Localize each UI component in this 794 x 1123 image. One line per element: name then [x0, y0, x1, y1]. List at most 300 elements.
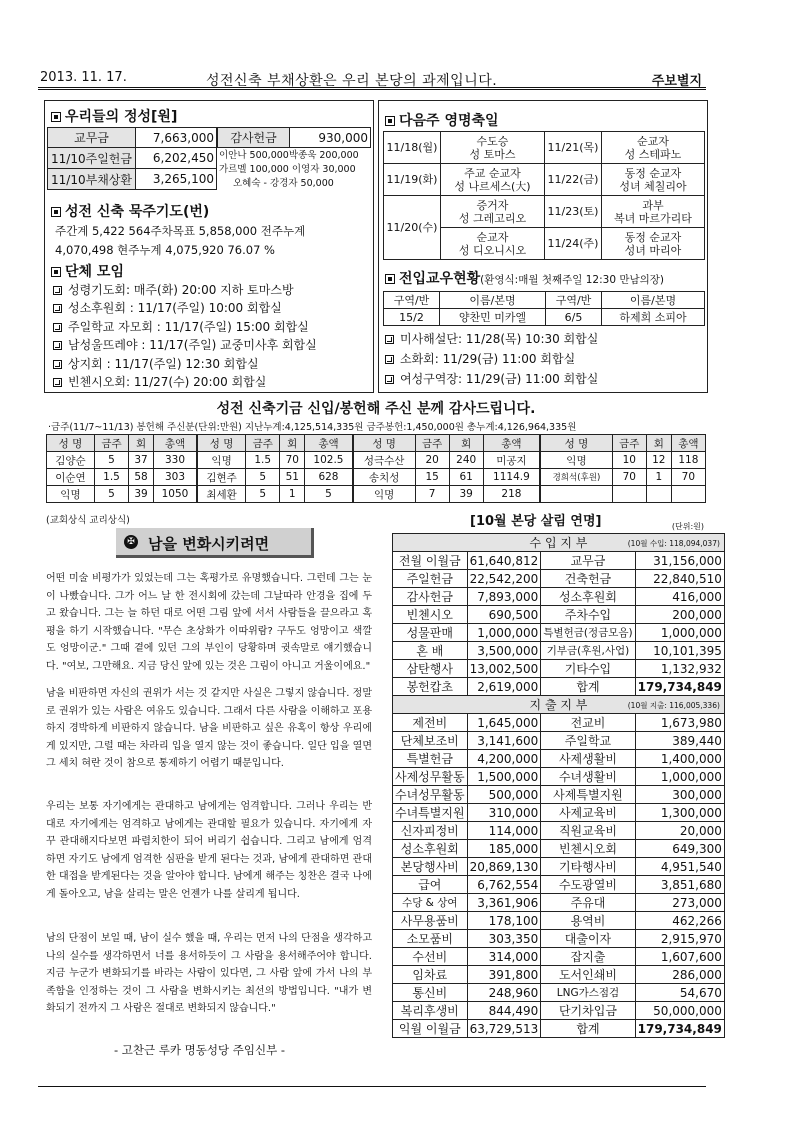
group-item [53, 299, 317, 317]
feast-table [383, 131, 705, 260]
donation-cell: 330 [153, 452, 197, 469]
donation-cell: 성극수산 [353, 452, 415, 469]
finance-label: 주일학교 [541, 732, 635, 750]
finance-amount: 22,840,510 [635, 570, 724, 588]
bullet-icon [53, 323, 62, 332]
finance-label: 삼탄행사 [393, 660, 468, 678]
finance-label: 감사헌금 [393, 588, 468, 606]
finance-amount: 1,645,000 [467, 714, 541, 732]
finance-amount: 300,000 [635, 786, 724, 804]
cross-icon: ✠ [124, 535, 138, 549]
donation-cell: 익명 [197, 452, 246, 469]
saint-name: 성 스테파노 [624, 147, 682, 161]
bullet-icon [53, 360, 62, 369]
finance-label: 수선비 [393, 948, 468, 966]
donation-col-header: 성 명 [47, 435, 95, 452]
donation-cell: 70 [612, 469, 646, 486]
donation-cell: 익명 [47, 486, 95, 503]
donation-cell: 5 [94, 486, 128, 503]
saint-name: 복녀 마르가리타 [614, 211, 692, 225]
feast-saint [441, 132, 545, 164]
donation-col-header: 성 명 [197, 435, 246, 452]
finance-amount: 1,000,000 [635, 624, 724, 642]
donation-section [44, 395, 708, 507]
finance-amount: 310,000 [467, 804, 541, 822]
donation-cell: 1 [646, 469, 671, 486]
finance-label: 기타수입 [541, 660, 635, 678]
meetings-list [385, 329, 598, 389]
finance-label: 단체보조비 [393, 732, 468, 750]
thanks-table [217, 127, 371, 148]
expense-header-row [393, 696, 725, 714]
donation-cell: 118 [671, 452, 705, 469]
checkbox-icon [385, 274, 395, 284]
left-top-panel [44, 100, 374, 393]
finance-amount: 303,350 [467, 930, 541, 948]
feast-title-text: 다음주 영명축일 [399, 113, 499, 129]
donation-col-header: 성 명 [353, 435, 415, 452]
expense-row [393, 930, 725, 948]
donation-cell: 최세환 [197, 486, 246, 503]
finance-label: 수녀특별지원 [393, 804, 468, 822]
donation-cell: 39 [449, 486, 483, 503]
finance-label: 전월 이월금 [393, 552, 468, 570]
transfer-header: 구역/반 [546, 292, 602, 309]
income-row [393, 660, 725, 678]
donation-cell [540, 486, 612, 503]
feast-saint [602, 132, 705, 164]
income-row [393, 570, 725, 588]
finance-label: 도서인쇄비 [541, 966, 635, 984]
finance-amount: 185,000 [467, 840, 541, 858]
donation-cell [646, 486, 671, 503]
feast-saint [602, 196, 705, 228]
donation-cell: 51 [280, 469, 305, 486]
thanks-value: 930,000 [290, 128, 371, 148]
group-text: 빈첸시오회: 11/27(수) 20:00 회합실 [68, 375, 267, 390]
finance-amount: 1,607,600 [635, 948, 724, 966]
donation-cell: 102.5 [305, 452, 353, 469]
essay-paragraph: 남을 비판하면 자신의 권위가 서는 것 같지만 사실은 그렇지 않습니다. 정말로 권위가 있는 사람은 여유도 있습니다. 그래서 다른 사람을 이해하고 포용하지 경박하게 비판하지 않습니다. 남을 비판하고 싶은 유혹이 항상 우리에게 있지만, 그럴 때는 차라리 입을 열지 않는 것이 좋습니다. 일단 입을 열면 그 세치 혀란 것이 참으로 통제하기 어렵기 때문입니다. [46, 688, 372, 769]
finance-label: 주일헌금 [393, 570, 468, 588]
donation-col-header: 총액 [153, 435, 197, 452]
finance-amount: 50,000,000 [635, 1002, 724, 1020]
finance-label: 합계 [541, 678, 635, 696]
group-item [53, 373, 317, 391]
expense-row [393, 804, 725, 822]
finance-amount: 178,100 [467, 912, 541, 930]
expense-total-row [393, 1020, 725, 1038]
finance-label: LNG가스점검 [541, 984, 635, 1002]
income-row [393, 624, 725, 642]
meeting-item [385, 329, 598, 349]
finance-amount: 7,893,000 [467, 588, 541, 606]
meeting-item [385, 369, 598, 389]
finance-title: [10월 본당 살림 연명] [470, 514, 602, 529]
finance-section [378, 510, 722, 1070]
expense-row [393, 966, 725, 984]
donation-title: 성전 신축기금 신입/봉헌해 주신 분께 감사드립니다. [216, 401, 536, 417]
saint-role: 주교 순교자 [464, 166, 521, 180]
feast-date: 11/18(월) [384, 132, 441, 164]
donation-cell: 1050 [153, 486, 197, 503]
feast-title [385, 110, 499, 130]
offering-value: 6,202,450 [136, 148, 217, 169]
finance-label: 단기차입금 [541, 1002, 635, 1020]
finance-label: 사무용품비 [393, 912, 468, 930]
donation-cell: 58 [129, 469, 154, 486]
donation-cell [671, 486, 705, 503]
donation-cell: 김현주 [197, 469, 246, 486]
finance-amount: 22,542,200 [467, 570, 541, 588]
transfer-table [383, 291, 705, 326]
feast-date: 11/20(수) [384, 196, 441, 260]
issue-date: 2013. 11. 17. [40, 70, 127, 85]
saint-name: 성 나르세스(大) [454, 179, 531, 193]
income-header [393, 534, 725, 552]
donation-cell: 1.5 [94, 469, 128, 486]
finance-label: 전교비 [541, 714, 635, 732]
donation-col-header: 회 [280, 435, 305, 452]
essay-title: 남을 변화시키려면 [148, 535, 270, 553]
groups-list [53, 281, 317, 391]
finance-amount: 4,200,000 [467, 750, 541, 768]
transfer-title: 전입교우현황 [399, 271, 481, 287]
donation-cell: 37 [129, 452, 154, 469]
group-item [53, 318, 317, 336]
donation-cell: 익명 [353, 486, 415, 503]
finance-label: 잡지출 [541, 948, 635, 966]
finance-label: 사제성무활동 [393, 768, 468, 786]
income-row [393, 642, 725, 660]
essay-paragraph: 우리는 보통 자기에게는 관대하고 남에게는 엄격합니다. 그러나 우리는 반대로 자기에게는 엄격하고 남에게는 관대할 필요가 있습니다. 자기에게 자꾸 관대해지다보면 파렴치한이 되어 버리기 쉽습니다. 그리고 남에게 엄격하면 자기도 남에게 엄격한 심판을 받게 된다는 것과, 남에게 관대하면 관대한 대접을 받게된다는 것을 알아야 합니다. 남에게 해주는 칭찬은 결국 나에게 돌아오고, 남을 살리는 말은 언젠가 나를 살리게 됩니다. [46, 801, 372, 900]
finance-label: 주차수입 [541, 606, 635, 624]
rosary-title [51, 201, 209, 221]
checkbox-icon [51, 207, 61, 217]
finance-label: 합계 [541, 1020, 635, 1038]
saint-role: 과부 [642, 198, 664, 212]
finance-label: 성물판매 [393, 624, 468, 642]
donation-cell: 1 [280, 486, 305, 503]
finance-label: 주유대 [541, 894, 635, 912]
finance-amount: 248,960 [467, 984, 541, 1002]
donation-row [47, 469, 706, 486]
donor-list [219, 149, 359, 191]
finance-label: 직원교육비 [541, 822, 635, 840]
donation-cell: 5 [305, 486, 353, 503]
finance-amount: 3,141,600 [467, 732, 541, 750]
bullet-icon [53, 341, 62, 350]
donation-cell: 218 [483, 486, 540, 503]
donation-cell: 익명 [540, 452, 612, 469]
donor-line: 오혜숙 - 강경자 50,000 [233, 178, 334, 189]
donation-col-header: 금주 [415, 435, 449, 452]
finance-amount: 1,000,000 [467, 624, 541, 642]
finance-amount: 314,000 [467, 948, 541, 966]
expense-row [393, 732, 725, 750]
expense-title: 지 출 지 부 [529, 698, 588, 712]
finance-amount: 500,000 [467, 786, 541, 804]
saint-role: 순교자 [476, 230, 509, 244]
transfer-cell: 15/2 [384, 309, 440, 326]
groups-title [51, 261, 124, 281]
finance-amount: 1,132,932 [635, 660, 724, 678]
transfer-cell: 6/5 [546, 309, 602, 326]
finance-label: 제전비 [393, 714, 468, 732]
finance-amount: 1,400,000 [635, 750, 724, 768]
finance-amount: 2,619,000 [467, 678, 541, 696]
finance-amount: 649,300 [635, 840, 724, 858]
expense-row [393, 984, 725, 1002]
donation-cell: 303 [153, 469, 197, 486]
finance-label: 대출이자 [541, 930, 635, 948]
finance-amount: 1,000,000 [635, 768, 724, 786]
saint-name: 성 디오니시오 [458, 243, 527, 257]
income-note: (10월 수입: 118,094,037) [627, 539, 720, 548]
expense-row [393, 876, 725, 894]
groups-title-text: 단체 모임 [65, 264, 124, 280]
donation-cell: 5 [246, 486, 280, 503]
donation-cell: 7 [415, 486, 449, 503]
bullet-icon [53, 286, 62, 295]
expense-row [393, 948, 725, 966]
feast-date: 11/21(목) [545, 132, 602, 164]
rosary-line: 주간계 5,422 564주차목표 5,858,000 전주누계 [55, 224, 306, 238]
offering-label: 11/10부채상환 [48, 169, 136, 190]
finance-amount: 3,500,000 [467, 642, 541, 660]
finance-amount: 389,440 [635, 732, 724, 750]
offering-value: 3,265,100 [136, 169, 217, 190]
feast-date: 11/19(화) [384, 164, 441, 196]
finance-amount: 391,800 [467, 966, 541, 984]
meeting-item [385, 349, 598, 369]
page-header [38, 66, 706, 90]
donation-col-header: 총액 [483, 435, 540, 452]
meeting-text: 소화회: 11/29(금) 11:00 회합실 [400, 352, 576, 366]
group-item [53, 336, 317, 354]
meeting-text: 여성구역장: 11/29(금) 11:00 회합실 [400, 372, 599, 386]
transfer-cell: 하제희 소피아 [602, 309, 705, 326]
expense-row [393, 822, 725, 840]
donation-col-header: 금주 [246, 435, 280, 452]
bullet-icon [385, 375, 394, 384]
donation-cell: 39 [129, 486, 154, 503]
donation-cell: 5 [94, 452, 128, 469]
finance-amount: 20,000 [635, 822, 724, 840]
feast-saint [441, 164, 545, 196]
donation-cell: 61 [449, 469, 483, 486]
donation-col-header: 성 명 [540, 435, 612, 452]
donation-cell: 5 [246, 469, 280, 486]
finance-label: 건축헌금 [541, 570, 635, 588]
finance-label: 빈첸시오회 [541, 840, 635, 858]
finance-amount: 1,300,000 [635, 804, 724, 822]
donation-col-header: 총액 [671, 435, 705, 452]
finance-amount: 416,000 [635, 588, 724, 606]
rosary-line: 4,070,498 현주누계 4,075,920 76.07 % [55, 243, 275, 257]
finance-label: 기타행사비 [541, 858, 635, 876]
finance-label: 빈첸시오 [393, 606, 468, 624]
donation-cell: 240 [449, 452, 483, 469]
feast-saint [441, 196, 545, 228]
expense-row [393, 840, 725, 858]
thanks-label: 감사헌금 [218, 128, 290, 148]
saint-role: 순교자 [637, 134, 669, 148]
finance-label: 수도광열비 [541, 876, 635, 894]
essay-title-box [116, 528, 314, 558]
finance-amount: 114,000 [467, 822, 541, 840]
finance-label: 급여 [393, 876, 468, 894]
finance-label: 통신비 [393, 984, 468, 1002]
finance-label: 특별헌금(정금모음) [541, 624, 635, 642]
finance-unit: (단위:원) [671, 522, 704, 531]
offering-title [51, 106, 177, 126]
expense-row [393, 1002, 725, 1020]
transfer-header: 이름/본명 [440, 292, 546, 309]
transfer-heading [385, 268, 664, 288]
donation-cell [612, 486, 646, 503]
finance-amount: 10,101,395 [635, 642, 724, 660]
donation-cell: 경희석(후원) [540, 469, 612, 486]
rosary-text [55, 222, 305, 260]
donation-cell: 12 [646, 452, 671, 469]
expense-row [393, 786, 725, 804]
finance-amount: 844,490 [467, 1002, 541, 1020]
feast-saint [602, 164, 705, 196]
feast-saint [602, 228, 705, 260]
group-text: 남성울뜨레야 : 11/17(주일) 교중미사후 회합실 [68, 338, 317, 353]
finance-label: 본당행사비 [393, 858, 468, 876]
finance-amount: 2,915,970 [635, 930, 724, 948]
offering-label: 11/10주일헌금 [48, 148, 136, 169]
finance-amount: 61,640,812 [467, 552, 541, 570]
expense-row [393, 714, 725, 732]
saint-role: 동정 순교자 [624, 230, 682, 244]
group-item [53, 281, 317, 299]
essay-paragraph: 어떤 미술 비평가가 있었는데 그는 혹평가로 유명했습니다. 그런데 그는 눈이 나빴습니다. 그가 어느 날 한 전시회에 갔는데 그날따라 안경을 집에 두고 왔습니다. 그는 늘 하던 대로 어떤 그림 앞에 서서 사람들을 끌으라고 혹평을 하기 시작했습니다. "무슨 초상화가 이따위람? 구두도 엉망이고 색깔도 엉망이군." 그때 곁에 있던 그의 부인이 당황하며 귓속말로 얘기했습니다. "여보, 그만해요. 지금 당신 앞에 있는 것은 그림이 아니고 거울이에요." [46, 573, 372, 672]
finance-label: 특별헌금 [393, 750, 468, 768]
income-row [393, 606, 725, 624]
essay-author: - 고찬근 루카 명동성당 주임신부 - [114, 1043, 285, 1057]
income-row [393, 552, 725, 570]
expense-header [393, 696, 725, 714]
expense-row [393, 750, 725, 768]
checkbox-icon [51, 267, 61, 277]
feast-date: 11/24(주) [545, 228, 602, 260]
finance-label: 소모품비 [393, 930, 468, 948]
saint-role: 동정 순교자 [624, 166, 682, 180]
finance-label: 기부금(후원,사업) [541, 642, 635, 660]
donation-row [47, 486, 706, 503]
essay-paragraph: 남의 단점이 보일 때, 남이 실수 했을 때, 우리는 먼저 나의 단점을 생각하고 나의 실수를 생각하면서 너를 용서하듯이 그 사람을 용서해주어야 합니다. 지금 누군가 변화되기를 바라는 사람이 있다면, 그 사람 앞에 가서 나의 부족함을 인정하는 것이 그 사람을 변화시키는 최선의 방법입니다. "내가 변화되기 전까지 그 사람은 절대로 변화되지 않습니다." [46, 933, 372, 1014]
finance-label: 사제특별지원 [541, 786, 635, 804]
finance-label: 성소후원회 [541, 588, 635, 606]
donation-cell: 20 [415, 452, 449, 469]
saint-role: 수도승 [476, 134, 509, 148]
header-slogan: 성전신축 부채상환은 우리 본당의 과제입니다. [206, 73, 498, 89]
saint-name: 성녀 체칠리아 [619, 179, 687, 193]
essay-section [44, 510, 374, 1085]
finance-amount: 1,673,980 [635, 714, 724, 732]
finance-label: 신자피정비 [393, 822, 468, 840]
saint-name: 성녀 마리아 [624, 243, 682, 257]
donation-col-header: 회 [449, 435, 483, 452]
donation-col-header: 회 [646, 435, 671, 452]
group-text: 상지회 : 11/17(주일) 12:30 회합실 [68, 356, 259, 371]
bullet-icon [53, 378, 62, 387]
donation-cell: 1.5 [246, 452, 280, 469]
donation-cell: 1114.9 [483, 469, 540, 486]
offering-table [47, 127, 217, 190]
donation-cell: 15 [415, 469, 449, 486]
expense-row [393, 894, 725, 912]
finance-label: 성소후원회 [393, 840, 468, 858]
finance-amount: 54,670 [635, 984, 724, 1002]
transfer-header: 구역/반 [384, 292, 440, 309]
donation-cell: 628 [305, 469, 353, 486]
transfer-note: (환영식:매월 첫째주일 12:30 만남의장) [480, 274, 665, 286]
income-title: 수 입 지 부 [529, 536, 588, 550]
group-text: 성소후원회 : 11/17(주일) 10:00 회합실 [68, 301, 282, 316]
checkbox-icon [51, 112, 61, 122]
finance-amount: 1,500,000 [467, 768, 541, 786]
finance-amount: 462,266 [635, 912, 724, 930]
income-row [393, 588, 725, 606]
donation-col-header: 금주 [94, 435, 128, 452]
finance-label: 수녀생활비 [541, 768, 635, 786]
saint-name: 성 그레고리오 [458, 211, 527, 225]
donation-row [47, 452, 706, 469]
donor-line: 이안나 500,000박종욱 200,000 [219, 150, 359, 161]
finance-amount: 31,156,000 [635, 552, 724, 570]
finance-label: 복리후생비 [393, 1002, 468, 1020]
finance-amount: 4,951,540 [635, 858, 724, 876]
finance-amount: 273,000 [635, 894, 724, 912]
finance-label: 사제교육비 [541, 804, 635, 822]
donation-cell: 김양순 [47, 452, 95, 469]
offering-title-text: 우리들의 정성[원] [65, 109, 178, 125]
donation-col-header: 총액 [305, 435, 353, 452]
expense-row [393, 912, 725, 930]
donation-summary: ·금주(11/7~11/13) 봉헌해 주신분(단위:만원) 지난누계:4,125,514,335원 금주봉헌:1,450,000원 총누계:4,126,964,335원 [48, 422, 577, 433]
rosary-title-text: 성전 신축 묵주기도(번) [65, 204, 210, 220]
offering-value: 7,663,000 [136, 128, 217, 148]
checkbox-icon [385, 116, 395, 126]
finance-amount: 3,361,906 [467, 894, 541, 912]
finance-label: 수당 & 상여 [393, 894, 468, 912]
donation-cell: 송치성 [353, 469, 415, 486]
saint-role: 증거자 [476, 198, 509, 212]
footer-rule [38, 1086, 706, 1087]
donation-cell: 70 [671, 469, 705, 486]
finance-label: 사제생활비 [541, 750, 635, 768]
expense-note: (10월 지출: 116,005,336) [627, 701, 720, 710]
finance-total: 179,734,849 [635, 678, 724, 696]
donation-cell: 미공지 [483, 452, 540, 469]
finance-label: 혼 배 [393, 642, 468, 660]
expense-row [393, 858, 725, 876]
transfer-header: 이름/본명 [602, 292, 705, 309]
feast-date: 11/22(금) [545, 164, 602, 196]
expense-row [393, 768, 725, 786]
finance-amount: 63,729,513 [467, 1020, 541, 1038]
finance-amount: 690,500 [467, 606, 541, 624]
donation-cell: 이순연 [47, 469, 95, 486]
saint-name: 성 토마스 [469, 147, 516, 161]
finance-amount: 286,000 [635, 966, 724, 984]
group-text: 주일학교 자모회 : 11/17(주일) 15:00 회합실 [68, 319, 309, 334]
finance-amount: 200,000 [635, 606, 724, 624]
